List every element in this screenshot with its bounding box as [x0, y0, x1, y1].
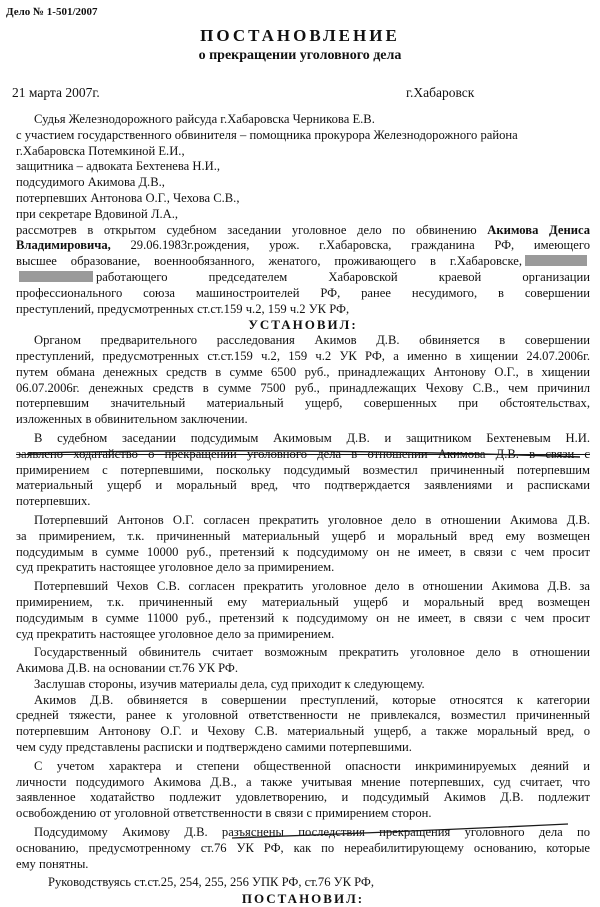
intro-case-line: [16, 238, 590, 254]
paragraph-line: Подсудимому Акимову Д.В. разъяснены последствия прекращения уголовного дела по: [34, 825, 590, 840]
paragraph-line: суд прекратить настоящее уголовное дело за примирением.: [16, 560, 335, 575]
paragraph-2: [16, 431, 590, 510]
paragraph-line: Государственный обвинитель считает возможным прекратить уголовное дело в отношении: [34, 645, 590, 660]
paragraph-line: потерпевшим значительный материальный ущерб, совершенных при обстоятельствах,: [16, 396, 590, 411]
paragraph-line: 06.07.2006г. денежных средств в сумме 7500 руб., принадлежащих Чехову С.В., чем причинил: [16, 380, 590, 395]
paragraph-line: примирением с потерпевшими, поскольку подсудимый возместил причиненный потерпевшим: [16, 462, 590, 477]
intro-case-line: [16, 223, 590, 239]
postanovil-heading: ПОСТАНОВИЛ:: [241, 891, 365, 907]
intro-case-line: [16, 254, 590, 270]
paragraph-line: заявленное ходатайство подлежит удовлетворению, и подсудимый Акимов Д.В. подлежит: [16, 790, 590, 805]
paragraph-line: подсудимым в сумме 10000 руб., претензий к подсудимому он не имеет, в связи с чем просит: [16, 544, 590, 559]
intro-defendant: подсудимого Акимова Д.В.,: [16, 175, 165, 190]
defendant-name: Акимова Дениса: [487, 222, 591, 237]
paragraph-line: за примирением, т.к. причиненный материальный ущерб и моральный вред ему возмещен: [16, 528, 590, 543]
paragraph-9: [16, 825, 590, 872]
paragraph-4: [16, 579, 590, 642]
redacted-address: [525, 255, 587, 266]
paragraph-line: В судебном заседании подсудимым Акимовым Д.В. и защитником Бехтеневым Н.И.: [34, 430, 590, 445]
paragraph-line: изложенных в обвинительном заключении.: [16, 412, 248, 427]
intro-case-line: преступлений, предусмотренных ст.ст.159 ч.2, 159 ч.2 УК РФ,: [16, 301, 350, 316]
paragraph-line-struck: заявлено ходатайство о прекращении уголовного дела в отношении Акимова Д.В. в связи с: [16, 446, 590, 461]
intro-case-line: [16, 270, 590, 286]
intro-text: рассмотрев в открытом судебном заседании уголовное дело по обвинению: [16, 222, 488, 237]
paragraph-line: материальный ущерб и моральный вред, что подтверждается заявлениями и расписками: [16, 478, 590, 493]
paragraph-line: Потерпевший Антонов О.Г. согласен прекратить уголовное дело в отношении Акимова Д.В.: [34, 512, 590, 527]
intro-secretary: при секретаре Вдовиной Л.А.,: [16, 206, 179, 221]
paragraph-8: [16, 759, 590, 822]
paragraph-1: [16, 333, 590, 428]
paragraph-line: преступлений, предусмотренных ст.ст.159 ч.2, 159 ч.2 УК РФ, а именно в хищении 24.07.2006г.: [16, 348, 590, 363]
paragraph-line: потерпевшим Антонову О.Г. и Чехову С.В. материальный ущерб, а также моральный вред, о: [16, 724, 590, 739]
intro-prosecutor: [16, 128, 590, 160]
document-subtitle: о прекращении уголовного дела: [198, 48, 402, 63]
intro-case-line: профессионального союза машиностроителей РФ, ранее несудимого, в совершении: [16, 285, 590, 300]
intro-victims: потерпевших Антонова О.Г., Чехова С.В.,: [16, 190, 240, 205]
paragraph-line: Органом предварительного расследования Акимов Д.В. обвиняется в совершении: [34, 333, 590, 348]
document-date: 21 марта 2007г.: [12, 85, 100, 100]
defendant-name: Владимировича,: [16, 238, 111, 253]
paragraph-3: [16, 513, 590, 576]
paragraph-line: Потерпевший Чехов С.В. согласен прекратить уголовное дело в отношении Акимова Д.В. за: [34, 579, 590, 594]
paragraph-7: [16, 693, 590, 756]
intro-text: 29.06.1983г.рождения, урож. г.Хабаровска, гражданина РФ, имеющего: [110, 238, 590, 253]
paragraph-line: путем обмана денежных средств в сумме 6500 руб., принадлежащих Антонову О.Г., в хищении: [16, 364, 590, 379]
paragraph-line: Акимов Д.В. обвиняется в совершении преступлений, которые относятся к категории: [34, 692, 590, 707]
paragraph-6: Заслушав стороны, изучив материалы дела, суд приходит к следующему.: [34, 676, 425, 691]
paragraph-line: С учетом характера и степени общественной опасности инкриминируемых деяний и: [34, 758, 590, 773]
paragraph-line: чем суду представлены расписки и подтверждено самими потерпевшими.: [16, 740, 412, 755]
intro-prosecutor-line: с участием государственного обвинителя – помощника прокурора Железнодорожного района: [16, 127, 518, 142]
paragraph-line: Акимова Д.В. на основании ст.76 УК РФ.: [16, 661, 239, 676]
paragraph-line: ему понятны.: [16, 856, 89, 871]
intro-defender: защитника – адвоката Бехтенева Н.И.,: [16, 159, 221, 174]
paragraph-line: средней тяжести, ранее к уголовной ответственности не привлекался, возместил причиненный: [16, 708, 590, 723]
document-title: ПОСТАНОВЛЕНИЕ: [200, 26, 400, 45]
redacted-address: [19, 271, 93, 282]
intro-prosecutor-line: г.Хабаровска Потемкиной Е.И.,: [16, 143, 185, 158]
paragraph-line: освобождению от уголовной ответственности в связи с примирением сторон.: [16, 806, 432, 821]
document-city: г.Хабаровск: [406, 85, 475, 100]
case-number: Дело № 1-501/2007: [6, 6, 98, 18]
paragraph-line: примирением, т.к. причиненный ему материальный ущерб и моральный вред возмещен: [16, 594, 590, 609]
paragraph-line: подсудимым в сумме 11000 руб., претензий к подсудимому он не имеет, в связи с чем просит: [16, 610, 590, 625]
paragraph-5: [16, 645, 590, 677]
intro-text: работающего председателем Хабаровской краевой организации: [96, 269, 590, 284]
paragraph-line: потерпевших.: [16, 494, 91, 509]
intro-judge: Судья Железнодорожного райсуда г.Хабаровска Черникова Е.В.: [34, 112, 375, 126]
intro-text: высшее образование, военнообязанного, женатого, проживающего в г.Хабаровске,: [16, 254, 522, 269]
paragraph-line: личности подсудимого Акимова Д.В., а также учитывая мнение потерпевших, суд считает, что: [16, 774, 590, 789]
ustanovil-heading: УСТАНОВИЛ:: [248, 317, 358, 333]
document-body: [16, 112, 590, 907]
paragraph-line: суд прекратить настоящее уголовное дело за примирением.: [16, 626, 335, 641]
paragraph-10: Руководствуясь ст.ст.25, 254, 255, 256 УПК РФ, ст.76 УК РФ,: [48, 875, 375, 890]
paragraph-line-underlined: основанию, предусмотренному ст.76 УК РФ, как по нереабилитирующему основанию, которые: [16, 840, 590, 855]
